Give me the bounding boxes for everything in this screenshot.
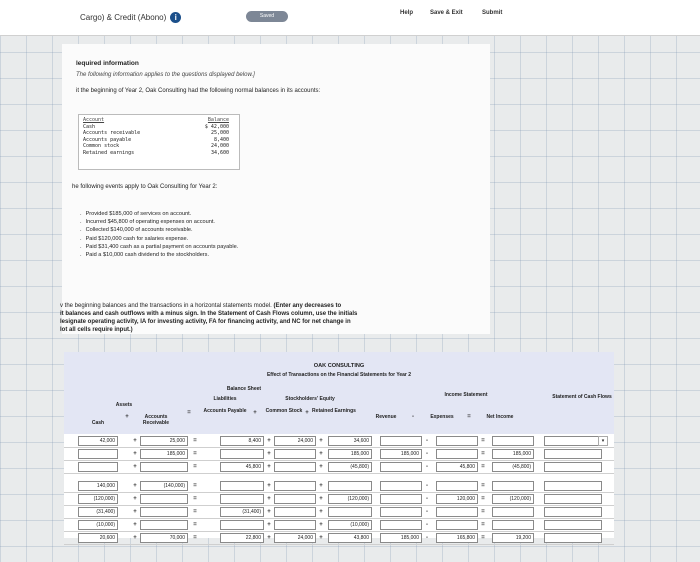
- common-stock-input[interactable]: [274, 494, 316, 504]
- beginning-balances-lead: it the beginning of Year 2, Oak Consulting had the following normal balances in its accounts:: [76, 88, 321, 94]
- expenses-input[interactable]: 45,800: [436, 462, 478, 472]
- cash-column-header: Cash: [91, 420, 105, 426]
- revenue-input[interactable]: [380, 462, 422, 472]
- plus-sign: +: [133, 483, 137, 489]
- minus-sign: -: [426, 451, 428, 457]
- plus-sign: +: [125, 414, 129, 420]
- cash-flows-input[interactable]: [544, 436, 602, 446]
- plus-sign: +: [133, 509, 137, 515]
- liabilities-header: Liabilities: [213, 396, 237, 402]
- row-divider: [64, 544, 614, 545]
- account-name: Accounts receivable: [83, 130, 141, 137]
- cash-input[interactable]: 20,600: [78, 533, 118, 543]
- retained-earnings-input[interactable]: 43,800: [328, 533, 372, 543]
- save-exit-button[interactable]: Save & Exit: [430, 10, 463, 16]
- equals-sign: =: [193, 451, 197, 457]
- accounts-receivable-input[interactable]: 25,000: [140, 436, 188, 446]
- account-name: Common stock: [83, 143, 120, 150]
- accounts-receivable-input[interactable]: [140, 520, 188, 530]
- common-stock-input[interactable]: [274, 507, 316, 517]
- equals-sign: =: [481, 438, 485, 444]
- net-income-input[interactable]: [492, 436, 534, 446]
- cash-flows-input[interactable]: [544, 494, 602, 504]
- plus-sign: +: [319, 522, 323, 528]
- account-name: Accounts payable: [83, 136, 132, 143]
- minus-sign: -: [426, 496, 428, 502]
- cash-flows-input[interactable]: [544, 507, 602, 517]
- net-income-input[interactable]: 19,200: [492, 533, 534, 543]
- accounts-receivable-input[interactable]: 70,000: [140, 533, 188, 543]
- equals-sign: =: [481, 483, 485, 489]
- cash-flows-input[interactable]: [544, 520, 602, 530]
- equity-header: Stockholders' Equity: [285, 396, 335, 402]
- plus-sign: +: [319, 451, 323, 457]
- accounts-receivable-input[interactable]: (140,000): [140, 481, 188, 491]
- revenue-input[interactable]: [380, 436, 422, 446]
- row-divider: [64, 492, 614, 493]
- equals-sign: =: [193, 522, 197, 528]
- common-stock-input[interactable]: [274, 481, 316, 491]
- cash-flows-dropdown-icon[interactable]: ▾: [598, 436, 608, 446]
- cash-input[interactable]: [78, 462, 118, 472]
- row-divider: [64, 460, 614, 461]
- event-item: . Paid $120,000 cash for salaries expense.: [86, 235, 238, 243]
- accounts-receivable-input[interactable]: 185,000: [140, 449, 188, 459]
- plus-sign: +: [267, 535, 271, 541]
- instructions-line-1-plain: v the beginning balances and the transactions in a horizontal statements model.: [60, 303, 274, 309]
- plus-sign: +: [267, 522, 271, 528]
- revenue-column-header: Revenue: [375, 414, 397, 420]
- horizontal-statements-model: [64, 352, 614, 541]
- event-item: . Incurred $45,800 of operating expenses on account.: [86, 218, 238, 226]
- balance-sheet-header: Balance Sheet: [226, 386, 262, 392]
- accounts-payable-input[interactable]: (31,400): [220, 507, 264, 517]
- plus-sign: +: [267, 496, 271, 502]
- plus-sign: +: [267, 464, 271, 470]
- retained-earnings-column-header: Retained Earnings: [312, 408, 356, 414]
- equals-sign: =: [193, 496, 197, 502]
- expenses-input[interactable]: [436, 507, 478, 517]
- plus-sign: +: [267, 483, 271, 489]
- event-item: . Collected $140,000 of accounts receivable.: [86, 226, 238, 234]
- equals-sign: =: [481, 535, 485, 541]
- account-balance: 25,000: [210, 130, 229, 137]
- required-info-panel: [62, 44, 490, 334]
- equals-sign: =: [193, 509, 197, 515]
- net-income-input[interactable]: [492, 481, 534, 491]
- account-balance: 34,600: [210, 149, 229, 156]
- required-info-title: lequired information: [76, 60, 139, 67]
- row-divider: [64, 531, 614, 532]
- retained-earnings-input[interactable]: [328, 481, 372, 491]
- cash-input[interactable]: 140,000: [78, 481, 118, 491]
- equals-sign: =: [193, 464, 197, 470]
- minus-sign: -: [412, 414, 414, 420]
- balance-header: Balance: [207, 117, 229, 123]
- cash-flows-input[interactable]: [544, 449, 602, 459]
- accounts-payable-input[interactable]: [220, 449, 264, 459]
- accounts-receivable-column-header: Accounts Receivable: [142, 414, 170, 426]
- plus-sign: +: [133, 464, 137, 470]
- row-divider: [64, 518, 614, 519]
- event-item: . Provided $185,000 of services on account.: [86, 210, 238, 218]
- net-income-input[interactable]: [492, 520, 534, 530]
- accounts-payable-input[interactable]: 22,800: [220, 533, 264, 543]
- accounts-receivable-input[interactable]: [140, 462, 188, 472]
- revenue-input[interactable]: 185,000: [380, 533, 422, 543]
- plus-sign: +: [319, 438, 323, 444]
- accounts-receivable-input[interactable]: [140, 507, 188, 517]
- balance-row: [83, 143, 235, 150]
- plus-sign: +: [305, 410, 309, 416]
- row-divider: [64, 505, 614, 506]
- common-stock-input[interactable]: 24,000: [274, 533, 316, 543]
- accounts-payable-column-header: Accounts Payable: [203, 408, 247, 414]
- help-button[interactable]: Help: [400, 10, 414, 16]
- submit-button[interactable]: Submit: [482, 10, 503, 16]
- common-stock-input[interactable]: [274, 449, 316, 459]
- equals-sign: =: [193, 535, 197, 541]
- breadcrumb-label: Cargo) & Credit (Abono): [80, 13, 167, 22]
- equals-sign: =: [481, 522, 485, 528]
- retained-earnings-input[interactable]: (10,000): [328, 520, 372, 530]
- cash-input[interactable]: (31,400): [78, 507, 118, 517]
- instructions-line-3: lesignate operating activity, IA for investing activity, FA for financing activity, and NC for net change in: [60, 319, 351, 325]
- plus-sign: +: [319, 535, 323, 541]
- common-stock-input[interactable]: 24,000: [274, 436, 316, 446]
- cash-flows-input[interactable]: [544, 533, 602, 543]
- instructions: [60, 302, 500, 334]
- revenue-input[interactable]: [380, 520, 422, 530]
- minus-sign: -: [426, 522, 428, 528]
- account-balance: 24,000: [210, 143, 229, 150]
- equals-sign: =: [193, 483, 197, 489]
- income-statement-header: Income Statement: [444, 392, 488, 398]
- plus-sign: +: [267, 438, 271, 444]
- accounts-receivable-input[interactable]: [140, 494, 188, 504]
- net-income-input[interactable]: (120,000): [492, 494, 534, 504]
- cash-input[interactable]: [78, 449, 118, 459]
- accounts-payable-input[interactable]: 45,800: [220, 462, 264, 472]
- plus-sign: +: [319, 483, 323, 489]
- equals-sign: =: [467, 414, 471, 420]
- row-divider: [64, 447, 614, 448]
- retained-earnings-input[interactable]: 185,000: [328, 449, 372, 459]
- balance-row: [83, 124, 235, 131]
- account-name: Retained earnings: [83, 149, 135, 156]
- expenses-input[interactable]: [436, 481, 478, 491]
- net-income-input[interactable]: [492, 507, 534, 517]
- row-divider: [64, 473, 614, 474]
- top-bar: [0, 0, 700, 36]
- plus-sign: +: [133, 522, 137, 528]
- retained-earnings-input[interactable]: [328, 507, 372, 517]
- balance-row: [83, 137, 235, 144]
- minus-sign: -: [426, 438, 428, 444]
- retained-earnings-input[interactable]: (45,800): [328, 462, 372, 472]
- plus-sign: +: [319, 496, 323, 502]
- equals-sign: =: [481, 509, 485, 515]
- cash-input[interactable]: (10,000): [78, 520, 118, 530]
- instructions-line-2: it balances and cash outflows with a minus sign. In the Statement of Cash Flows column, use the initials: [60, 311, 358, 317]
- common-stock-column-header: Common Stock: [265, 408, 303, 414]
- equals-sign: =: [481, 496, 485, 502]
- model-title: Effect of Transactions on the Financial Statements for Year 2: [266, 372, 412, 378]
- revenue-input[interactable]: [380, 481, 422, 491]
- instructions-line-1-bold: (Enter any decreases to: [273, 303, 342, 309]
- account-header: Account: [83, 117, 105, 123]
- equals-sign: =: [187, 410, 191, 416]
- expenses-input[interactable]: [436, 436, 478, 446]
- minus-sign: -: [426, 483, 428, 489]
- cash-input[interactable]: 42,000: [78, 436, 118, 446]
- revenue-input[interactable]: [380, 507, 422, 517]
- plus-sign: +: [133, 535, 137, 541]
- plus-sign: +: [267, 509, 271, 515]
- retained-earnings-input[interactable]: (120,000): [328, 494, 372, 504]
- common-stock-input[interactable]: [274, 520, 316, 530]
- saved-status-badge: Saved: [246, 11, 288, 22]
- accounts-payable-input[interactable]: [220, 520, 264, 530]
- minus-sign: -: [426, 535, 428, 541]
- instructions-line-1: [60, 302, 500, 310]
- required-info-subtitle: The following information applies to the questions displayed below.]: [76, 72, 255, 78]
- net-income-input[interactable]: (45,800): [492, 462, 534, 472]
- account-name: Cash: [83, 123, 96, 130]
- balances-header-row: [83, 117, 235, 124]
- equals-sign: =: [481, 464, 485, 470]
- equals-sign: =: [193, 438, 197, 444]
- revenue-input[interactable]: 185,000: [380, 449, 422, 459]
- equals-sign: =: [481, 451, 485, 457]
- accounts-payable-input[interactable]: 8,400: [220, 436, 264, 446]
- events-lead: he following events apply to Oak Consulting for Year 2:: [72, 184, 218, 190]
- assets-header: Assets: [115, 402, 133, 408]
- accounts-payable-input[interactable]: [220, 481, 264, 491]
- model-header: [64, 388, 614, 434]
- cash-flows-input[interactable]: [544, 481, 602, 491]
- plus-sign: +: [267, 451, 271, 457]
- model-company: OAK CONSULTING: [313, 363, 365, 369]
- net-income-column-header: Net Income: [486, 414, 514, 420]
- net-income-input[interactable]: 185,000: [492, 449, 534, 459]
- plus-sign: +: [319, 509, 323, 515]
- beginning-balances-table: [78, 114, 240, 170]
- cash-input[interactable]: (120,000): [78, 494, 118, 504]
- expenses-input[interactable]: [436, 449, 478, 459]
- plus-sign: +: [133, 438, 137, 444]
- cash-flows-header: Statement of Cash Flows: [552, 394, 612, 400]
- plus-sign: +: [253, 410, 257, 416]
- breadcrumb: [80, 12, 181, 23]
- minus-sign: -: [426, 464, 428, 470]
- expenses-input[interactable]: [436, 520, 478, 530]
- event-item: . Paid a $10,000 cash dividend to the stockholders.: [86, 251, 238, 259]
- balance-row: [83, 130, 235, 137]
- minus-sign: -: [426, 509, 428, 515]
- plus-sign: +: [133, 451, 137, 457]
- plus-sign: +: [133, 496, 137, 502]
- expenses-column-header: Expenses: [430, 414, 454, 420]
- expenses-input[interactable]: 120,000: [436, 494, 478, 504]
- events-list: [86, 210, 238, 259]
- event-item: . Paid $31,400 cash as a partial payment on accounts payable.: [86, 243, 238, 251]
- plus-sign: +: [319, 464, 323, 470]
- retained-earnings-input[interactable]: 34,600: [328, 436, 372, 446]
- account-balance: $ 42,000: [204, 123, 229, 130]
- cash-flows-input[interactable]: [544, 462, 602, 472]
- accounts-payable-input[interactable]: [220, 494, 264, 504]
- expenses-input[interactable]: 165,800: [436, 533, 478, 543]
- account-balance: 8,400: [213, 136, 229, 143]
- revenue-input[interactable]: [380, 494, 422, 504]
- common-stock-input[interactable]: [274, 462, 316, 472]
- balance-row: [83, 150, 235, 157]
- model-title-band: [64, 352, 614, 388]
- instructions-line-4: lot all cells require input.): [60, 327, 133, 333]
- info-icon[interactable]: i: [170, 12, 181, 23]
